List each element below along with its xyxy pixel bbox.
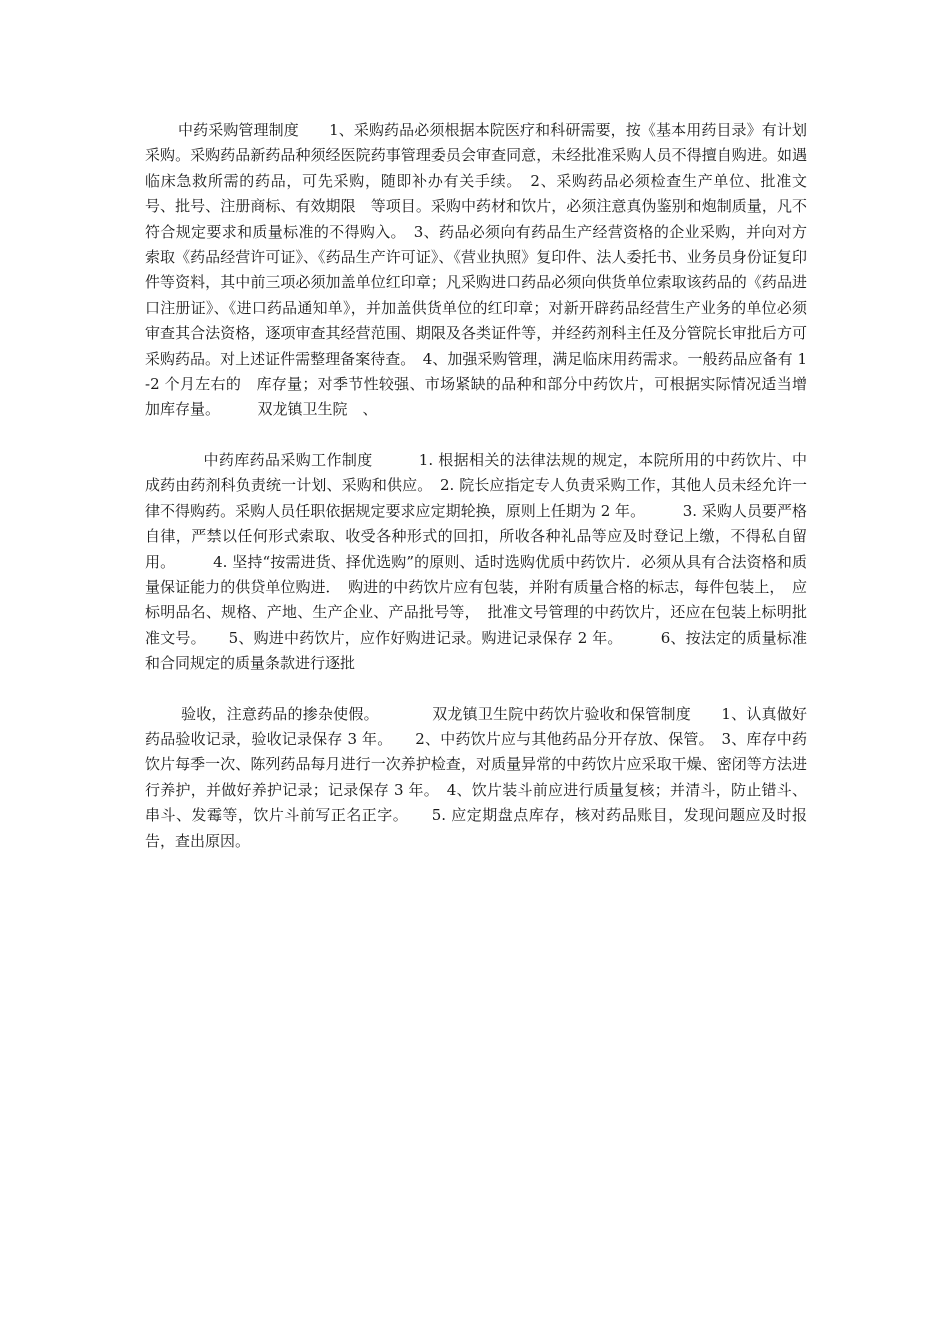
paragraph-warehouse-procurement-policy: 中药库药品采购工作制度 1. 根据相关的法律法规的规定，本院所用的中药饮片、中成药由药剂科负责统一计划、采购和供应。 2. 院长应指定专人负责采购工作，其他人员未经允许一律不得购药。采购人员任职依据规定要求应定期轮换，原则上任期为 2 年。 3. 采购人员要严格自律，严禁以任何形式索取、收受各种形式的回扣，所收各种礼品等应及时登记上缴，不得私自留用。 4. 坚持“按需进货、择优选购”的原则、适时选购优质中药饮片．必须从具有合法资格和质量保证能力的供贷单位购进． 购进的中药饮片应有包装，并附有质量合格的标志，每件包装上， 应标明品名、规格、产地、生产企业、产品批号等， 批准文号管理的中药饮片，还应在包装上标明批准文号。 5、购进中药饮片，应作好购进记录。购进记录保存 2 年。 6、按法定的质量标准和合同规定的质量条款进行逐批	[145, 450, 807, 673]
paragraph-procurement-policy: 中药采购管理制度 1、采购药品必须根据本院医疗和科研需要，按《基本用药目录》有计划 采购。采购药品新药品种须经医院药事管理委员会审查同意，未经批准采购人员不得擅自购进。如遇临床急救所需的药品，可先采购，随即补办有关手续。 2、采购药品必须检查生产单位、批准文号、批号、注册商标、有效期限 等项目。采购中药材和饮片，必须注意真伪鉴别和炮制质量，凡不符合规定要求和质量标准的不得购入。 3、药品必须向有药品生产经营资格的企业采购，并向对方索取《药品经营许可证》、《药品生产许可证》、《营业执照》复印件、法人委托书、业务员身份证复印件等资料，其中前三项必须加盖单位红印章；凡采购进口药品必须向供货单位索取该药品的《药品进口注册证》、《进口药品通知单》，并加盖供货单位的红印章；对新开辟药品经营生产业务的单位必须审查其合法资格，逐项审查其经营范围、期限及各类证件等，并经药剂科主任及分管院长审批后方可采购药品。对上述证件需整理备案待查。 4、加强采购管理，满足临床用药需求。一般药品应备有 1-2 个月左右的 库存量；对季节性较强、市场紧缺的品种和部分中药饮片，可根据实际情况适当增加库存量。 双龙镇卫生院 、	[145, 121, 823, 419]
paragraph-acceptance-storage-policy: 验收，注意药品的掺杂使假。 双龙镇卫生院中药饮片验收和保管制度 1、认真做好药品验收记录，验收记录保存 3 年。 2、中药饮片应与其他药品分开存放、保管。 3、库存中药饮片每季一次、陈列药品每月进行一次养护检查，对质量异常的中药饮片应采取干燥、密闭等方法进行养护，并做好养护记录；记录保存 3 年。 4、饮片装斗前应进行质量复核；并清斗，防止错斗、串斗、发霉等，饮片斗前写正名正字。 5. 应定期盘点库存，核对药品账目，发现问题应及时报告，查出原因。	[145, 704, 807, 850]
document-page	[145, 118, 823, 854]
